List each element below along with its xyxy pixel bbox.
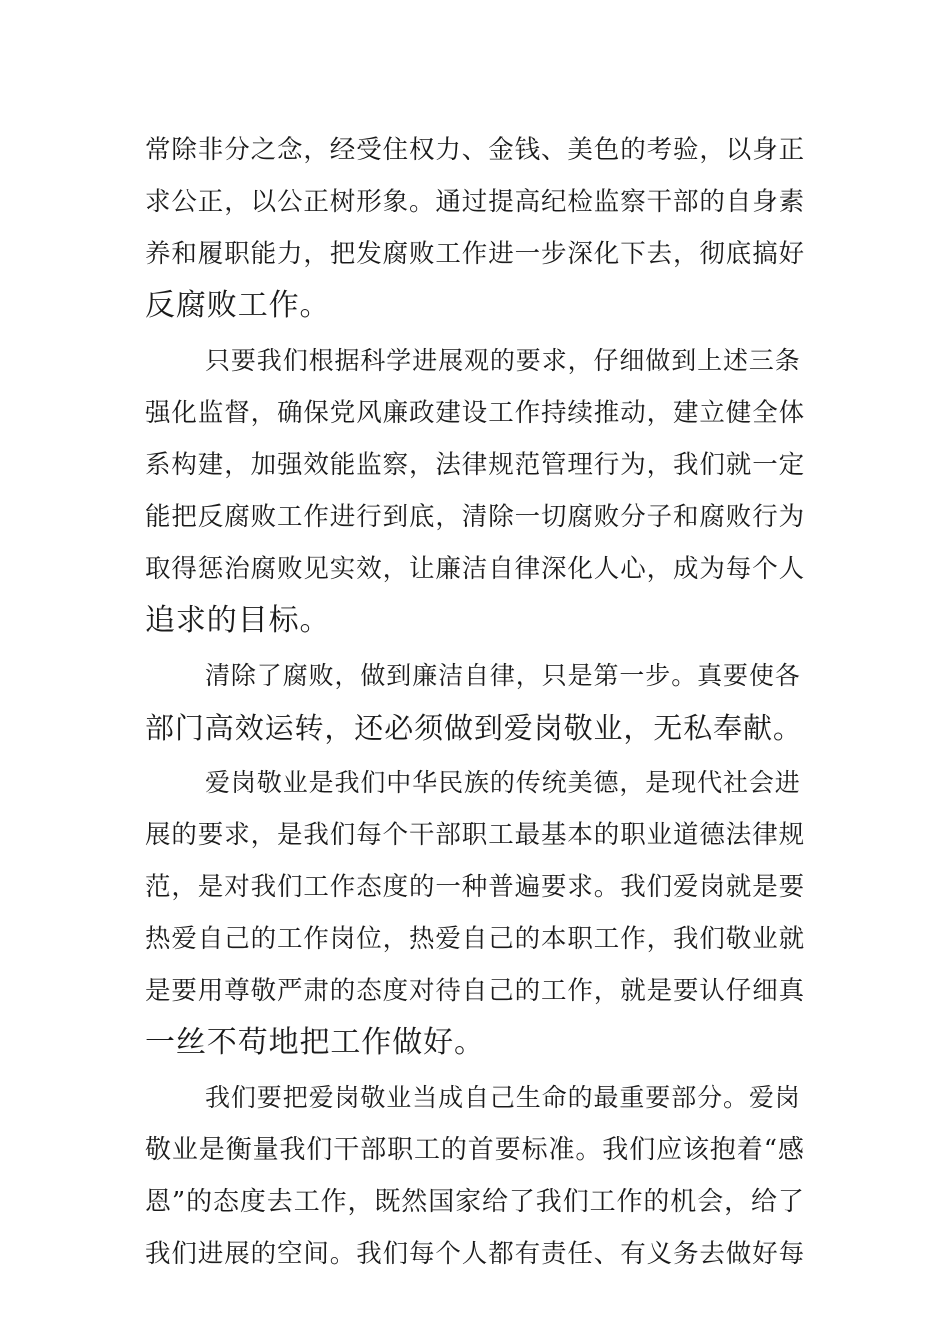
text-line: 我们进展的空间。我们每个人都有责任、有义务去做好每: [145, 1239, 806, 1269]
text-line: 敬业是衡量我们干部职工的首要标准。我们应该抱着“感: [145, 1135, 805, 1165]
text-line: 恩”的态度去工作，既然国家给了我们工作的机会，给了: [145, 1187, 805, 1217]
text-line: 热爱自己的工作岗位，热爱自己的本职工作，我们敬业就: [145, 924, 806, 954]
text-line: 取得惩治腐败见实效，让廉洁自律深化人心，成为每个人: [145, 554, 806, 584]
text-line: 强化监督，确保党风廉政建设工作持续推动，建立健全体: [145, 398, 806, 428]
paragraph-4: [145, 757, 810, 1069]
text-line: 养和履职能力，把发腐败工作进一步深化下去，彻底搞好: [145, 239, 806, 269]
text-line: 求公正，以公正树形象。通过提高纪检监察干部的自身素: [145, 187, 806, 217]
text-line: 清除了腐败，做到廉洁自律，只是第一步。真要使各: [205, 661, 801, 690]
paragraph-2: [145, 335, 810, 647]
text-line: 是要用尊敬严肃的态度对待自己的工作，就是要认仔细真: [145, 976, 806, 1006]
text-line: 展的要求，是我们每个干部职工最基本的职业道德法律规: [145, 820, 806, 850]
text-line: 一丝不苟地把工作做好。: [145, 1025, 485, 1060]
text-line: 只要我们根据科学进展观的要求，仔细做到上述三条: [205, 346, 801, 375]
text-line: 范，是对我们工作态度的一种普遍要求。我们爱岗就是要: [145, 872, 806, 902]
text-line: 爱岗敬业是我们中华民族的传统美德，是现代社会进: [205, 768, 801, 797]
text-line: 部门高效运转，还必须做到爱岗敬业，无私奉献。: [145, 711, 803, 745]
document-body: [145, 124, 810, 1280]
paragraph-3: [145, 650, 810, 754]
text-line: 反腐败工作。: [145, 288, 331, 323]
text-line: 能把反腐败工作进行到底，清除一切腐败分子和腐败行为: [145, 502, 806, 532]
text-line: 追求的目标。: [145, 603, 331, 638]
text-line: 系构建，加强效能监察，法律规范管理行为，我们就一定: [145, 450, 806, 480]
text-line: 我们要把爱岗敬业当成自己生命的最重要部分。爱岗: [205, 1083, 801, 1112]
paragraph-1: [145, 124, 810, 332]
text-line: 常除非分之念，经受住权力、金钱、美色的考验，以身正: [145, 135, 806, 165]
paragraph-5: [145, 1072, 810, 1280]
